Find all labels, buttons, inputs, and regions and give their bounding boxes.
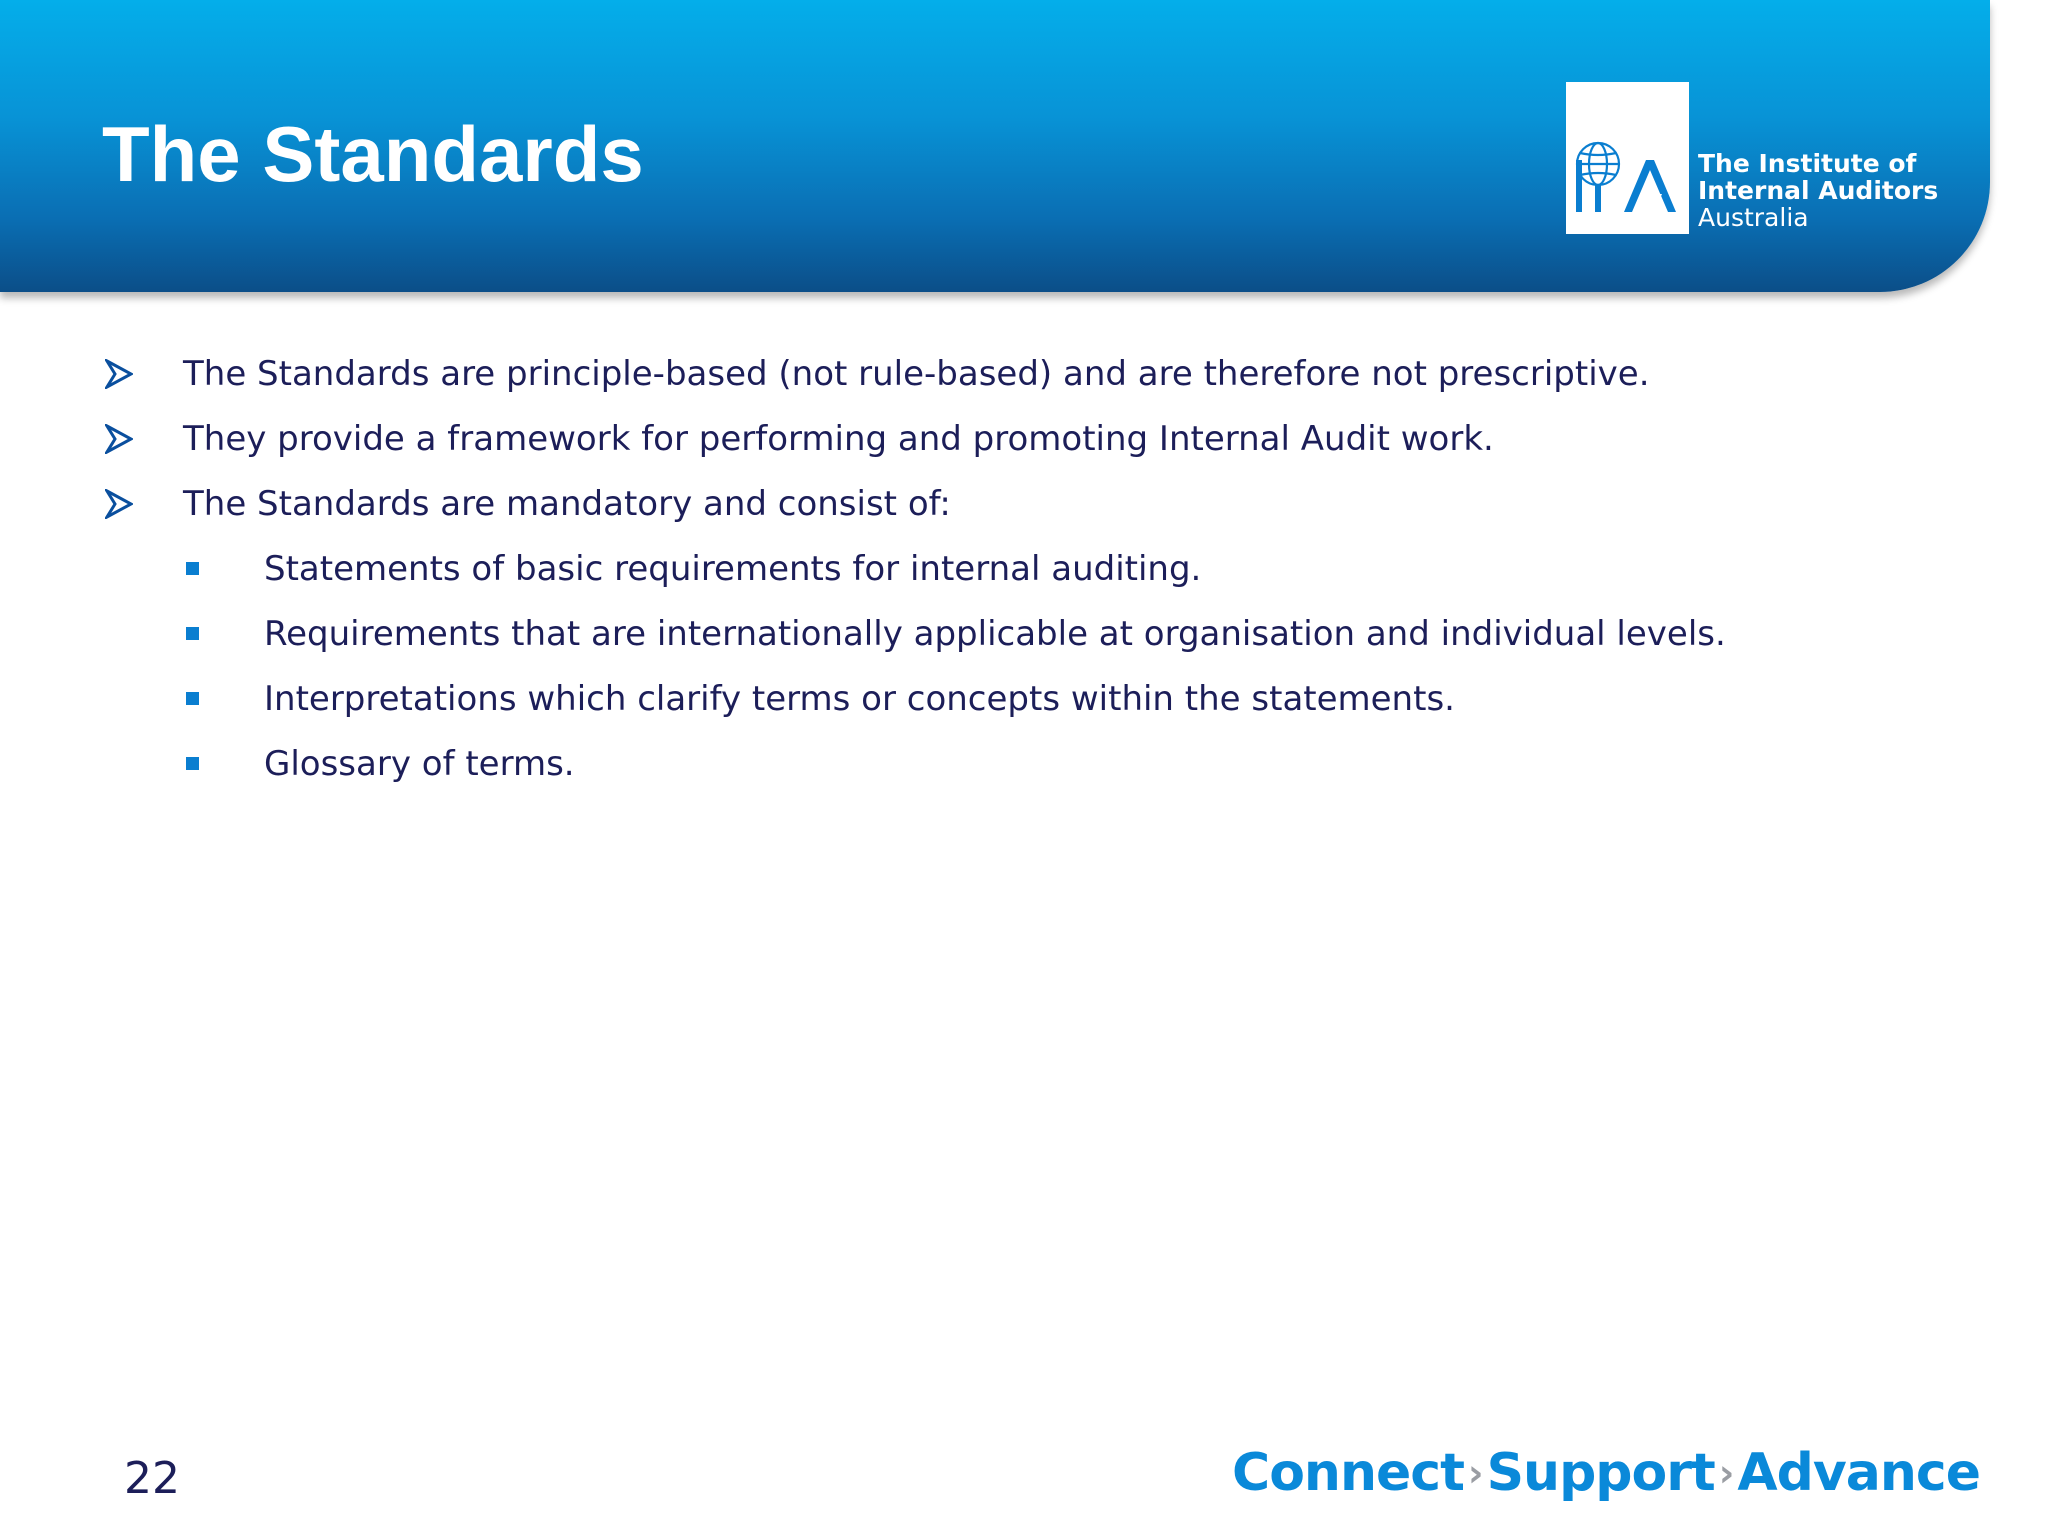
tagline-connect: Connect [1232,1443,1464,1503]
iia-australia-logo [1566,82,1939,238]
bullet-text: Statements of basic requirements for internal auditing. [264,549,1202,589]
bullet-text: Interpretations which clarify terms or concepts within the statements. [264,679,1455,719]
bullet-text: The Standards are mandatory and consist of: [183,484,951,524]
bullet-text: Glossary of terms. [264,744,575,784]
bullet-text: Requirements that are internationally applicable at organisation and individual levels. [264,614,1726,654]
globe-icon [1566,82,1689,234]
logo-line-1: The Institute of [1698,149,1917,178]
square-bullet-icon [186,757,199,770]
tagline [1200,1438,1980,1508]
bullet-text: The Standards are principle-based (not rule-based) and are therefore not prescriptive. [183,354,1650,394]
chevron-right-icon: › [1718,1451,1734,1495]
logo-line-2: Internal Auditors [1698,176,1939,205]
logo-line-3: Australia [1698,203,1809,232]
bullet-text: They provide a framework for performing and promoting Internal Audit work. [183,419,1494,459]
tagline-advance: Advance [1737,1443,1980,1503]
square-bullet-icon [186,692,199,705]
arrow-icon [105,424,133,454]
square-bullet-icon [186,562,199,575]
iia-logo-mark [1566,82,1689,234]
tagline-support: Support [1486,1443,1715,1503]
header-banner [0,0,1990,292]
arrow-icon [105,359,133,389]
slide-title: The Standards [102,110,644,198]
arrow-icon [105,489,133,519]
page-number: 22 [124,1453,180,1504]
logo-text [1698,150,1938,231]
square-bullet-icon [186,627,199,640]
chevron-right-icon: › [1467,1451,1483,1495]
